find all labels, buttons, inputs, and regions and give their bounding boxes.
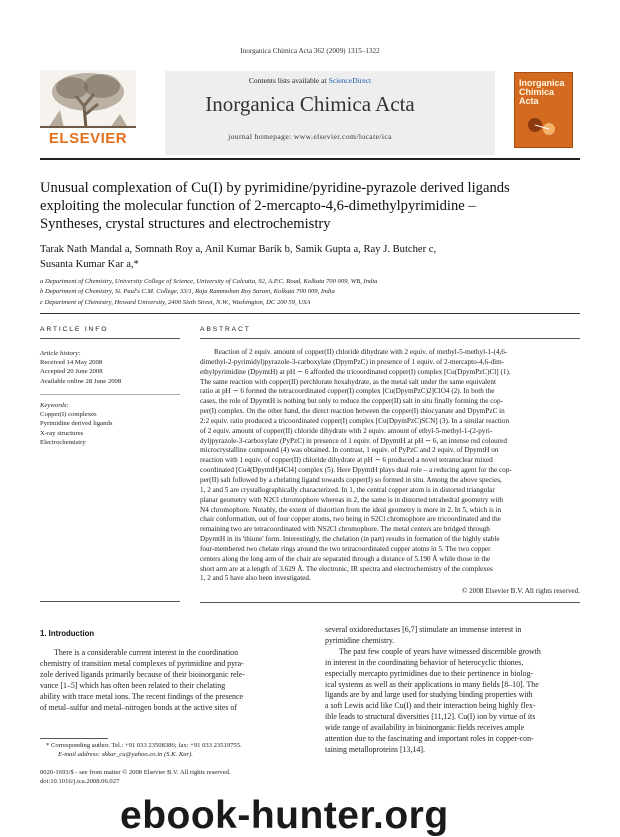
body-column-left: [40, 648, 302, 713]
body-line: chemistry of transition metal complexes of pyrimidine and pyra-: [40, 658, 244, 668]
keyword: Pyrimidine derived ligands: [40, 420, 113, 428]
body-line: taining metalloproteins [13,14].: [325, 744, 425, 754]
body-line: attention due to the fascinating and important roles in copper-con-: [325, 734, 534, 744]
sciencedirect-link[interactable]: ScienceDirect: [328, 76, 372, 85]
body-line: There is a considerable current interest in the coordination: [54, 648, 239, 657]
body-line: wide range of availability in bioinorganic fields receives ample: [325, 723, 525, 733]
affiliation-b: b Department of Chemistry, St. Paul's C.M. College, 33/1, Raja Rammohan Roy Sarani, Kolkata 700 009, India: [40, 288, 335, 296]
abstract-line: centers along the long arm of the chair are separated through a distance of 5.190 Å while those in the: [200, 554, 491, 563]
header-rule: [40, 158, 580, 160]
abstract-line: dimethyl-2-pyrimidyl)pyrazole-3-carboxylate (DpymPzC) in presence of 1 equiv. of 2-mercapto-4,6-dim-: [200, 357, 505, 366]
affiliation-c: c Department of Chemistry, Howard University, 2400 Sixth Street, N.W., Washington, DC 200 59, USA: [40, 298, 311, 306]
article-info-heading: ARTICLE INFO: [40, 326, 109, 333]
abstract-line: 2:2 equiv. ratio produced a tricoordinated copper(I) complex [Cu(DpymPzC)SCN] (3). In a similar reaction: [200, 416, 510, 425]
article-info-rule: [40, 338, 180, 339]
abstract-line: coordinated [Cu4(DpymtH)4Cl4] complex (5). Here DpymtH plays dual role – a reducing agent for the cop-: [200, 466, 512, 475]
abstract-line: The same reaction with copper(II) perchlorate hexahydrate, as the metal salt under the same equivalent: [200, 377, 496, 386]
history-received: Received 14 May 2008: [40, 359, 103, 367]
article-title: [40, 179, 585, 233]
section-rule: [40, 313, 580, 314]
body-line: especially mercapto pyrimidines due to their pertinence in biolog-: [325, 668, 534, 678]
title-line: Syntheses, crystal structures and electrochemistry: [40, 216, 331, 232]
abstract-line: 1, 2 and 5 have also been investigated.: [200, 574, 311, 583]
abstract-line: short arm are at a length of 3.629 Å. The electronic, IR spectra and electrochemistry of the complexes: [200, 564, 493, 573]
abstract-rule: [200, 338, 580, 339]
keyword: Electrochemistry: [40, 438, 86, 446]
abstract-line: ratio at pH ∼ 6 formed the tetracoordinated copper(I) complex [Cu(DpymPzC)2]ClO4 (2). In both the: [200, 387, 495, 396]
body-line: The past few couple of years have witnessed discernible growth: [339, 646, 541, 656]
abstract-line: reaction with 1 equiv. of copper(II) chloride dihydrate at pH ∼ 6 produced a novel tetranuclear mixed: [200, 456, 493, 465]
introduction-heading: 1. Introduction: [40, 629, 95, 638]
info-divider: [40, 394, 180, 395]
body-line: zole derived ligands primarily because of their bioinorganic rele-: [40, 669, 245, 679]
abstract-line: 1, 2 and 5 are crystallographically characterized. In 1, the central copper atom is in distorted triangular: [200, 485, 495, 494]
journal-homepage[interactable]: journal homepage: www.elsevier.com/locate/ica: [228, 132, 392, 141]
abstract-line: Reaction of 2 equiv. amount of copper(II) chloride dihydrate with 2 equiv. of methyl-5-methyl-1-(4,6-: [214, 348, 508, 356]
keywords-label: Keywords:: [40, 402, 69, 409]
affiliations: [40, 277, 585, 308]
abstract-line: per(I) complex. On the other hand, the direct reaction between the copper(I) thiocyanate and DpymPzC in: [200, 407, 505, 416]
body-line: of metal–sulfur and metal–nitrogen bonds at the active sites of: [40, 702, 237, 712]
abstract-line: microcrystalline compound (4) was obtained. In contrast, 1 equiv. of PyPzC and 2 equiv. of DpymtH on: [200, 446, 499, 455]
abstract-line: of 2 equiv. amount of copper(II) chloride dihydrate with 2 equiv. amount of ethyl-5-methyl-1-(2-pyri-: [200, 426, 493, 435]
abstract-heading: ABSTRACT: [200, 326, 251, 333]
author-line: Tarak Nath Mandal a, Somnath Roy a, Anil Kumar Barik b, Samik Gupta a, Ray J. Butcher c,: [40, 244, 437, 255]
abstract-line: four-membered two chelate rings around the two tetracoordinated copper atoms in 5. The two copper: [200, 544, 491, 553]
history-accepted: Accepted 20 June 2008: [40, 368, 103, 376]
contents-prefix: Contents lists available at: [248, 76, 329, 85]
author-line: Susanta Kumar Kar a,*: [40, 259, 139, 270]
body-line: several oxidoreductases [6,7] stimulate an immense interest in: [325, 625, 522, 634]
abstract-line: ethylpyrimidine (DpymtH) at pH ∼ 6 afforded the tricoordinated copper(I) complex [Cu(DpymPzC)Cl] (1).: [200, 367, 511, 376]
abstract-line: planar geometry with N2Cl chromophore whereas in 2, the same is in distorted tetrahedral geometry with: [200, 495, 503, 504]
abstract-line: N4 chromophore. Notably, the extent of distortion from the ideal geometry is more in 2. In 5, which is in: [200, 505, 502, 514]
body-line: in interest in the coordinating behavior of heterocyclic thiones,: [325, 657, 524, 667]
body-line: a soft Lewis acid like Cu(I) and their interaction being highly flex-: [325, 701, 536, 711]
abstract-line: per(II) salt followed by a chelating ligand towards copper(I) so formed in situ. Among the above species,: [200, 475, 502, 484]
body-line: ible leads to structural diversities [11,12]. Cu(I) ion by virtue of its: [325, 712, 536, 722]
title-line: exploiting the molecular function of 2-mercapto-4,6-dimethylpyrimidine –: [40, 198, 476, 214]
abstract-line: remaining two are tetracoordinated with NS2Cl chromophore. The metal centers are bridged through: [200, 525, 490, 534]
title-line: Unusual complexation of Cu(I) by pyrimidine/pyridine-pyrazole derived ligands: [40, 180, 510, 196]
abstract-line: DpymtH in its 'thione' form. Interestingly, the chelation (in part) results in formation of the highly stable: [200, 535, 500, 544]
body-line: ical systems as well as their applications in many fields [8–10]. The: [325, 679, 539, 689]
abstract-line: chair conformation, out of four copper atoms, two being in S2Cl chromophore are tricoordinated and the: [200, 515, 501, 524]
watermark-text: ebook-hunter.org: [120, 794, 449, 837]
body-line: ability with trace metal ions. The recent findings of the presence: [40, 691, 243, 701]
body-line: pyrimidine chemistry.: [325, 635, 395, 645]
body-line: vance [1–5] which has often been related to their chelating: [40, 680, 226, 690]
abstract-bottom-rule: [200, 602, 580, 603]
keyword: Copper(I) complexes: [40, 411, 97, 419]
body-line: ligands are by and large used for studying binding properties with: [325, 690, 533, 700]
doi-line[interactable]: doi:10.1016/j.ica.2008.06.027: [40, 778, 120, 786]
keyword: X-ray structures: [40, 429, 84, 437]
affiliation-a: a Department of Chemistry, University College of Science, University of Calcutta, 92, A.P.C. Road, Kolkata 700 009, WB, India: [40, 278, 378, 285]
copyright-notice: © 2008 Elsevier B.V. All rights reserved.: [461, 587, 580, 595]
abstract-line: cases, the role of DpymtH is nothing but only to reduce the copper(II) salt in situ finally forming the cop-: [200, 397, 503, 406]
corresponding-author-footnote: [40, 741, 302, 760]
keywords: [40, 401, 180, 447]
abstract-line: dyl)pyrazole-3-carboxylate (PyPzC) in presence of 1 equiv. of DpymtH at pH ∼ 6, an intense red coloured: [200, 436, 507, 445]
issn-line: 0020-1693/$ - see front matter © 2008 Elsevier B.V. All rights reserved.: [40, 769, 231, 776]
article-info-bottom-rule: [40, 601, 180, 602]
journal-title: Inorganica Chimica Acta: [205, 92, 415, 116]
issn-doi: [40, 768, 302, 787]
abstract-body: [200, 348, 580, 584]
footnote-rule: [40, 738, 108, 739]
journal-cover-thumbnail: [514, 72, 573, 148]
journal-reference: Inorganica Chimica Acta 362 (2009) 1315–1322: [240, 47, 380, 55]
footnote-email: E-mail address: skkar_cu@yahoo.co.in (S.K. Kar).: [58, 751, 193, 759]
history-label: Article history:: [40, 350, 81, 357]
footnote-contact: * Corresponding author. Tel.: +91 033 23508386; fax: +91 033 23519755.: [46, 742, 242, 749]
history-online: Available online 28 June 2008: [40, 377, 122, 385]
elsevier-wordmark: ELSEVIER: [48, 130, 128, 147]
cover-title: Inorganica Chimica Acta: [519, 78, 565, 106]
author-list: [40, 242, 585, 272]
body-column-right: [325, 625, 583, 756]
cover-molecule-image: [523, 111, 563, 141]
article-history: [40, 349, 180, 386]
